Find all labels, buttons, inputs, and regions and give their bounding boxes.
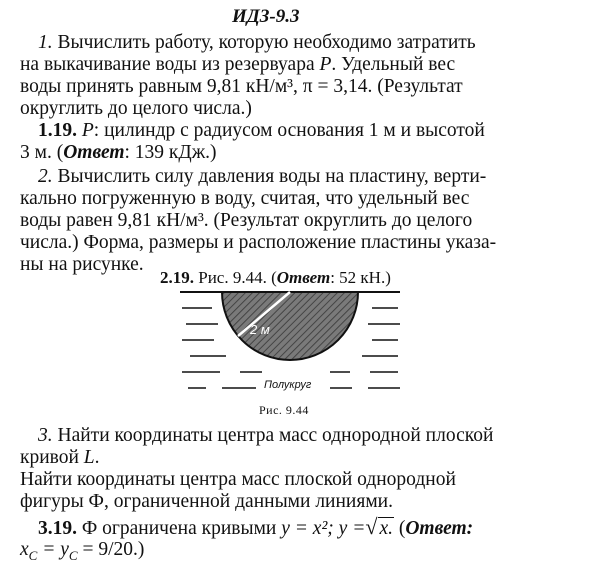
problem3-line3: Найти координаты центра масс плоской однородной xyxy=(20,469,456,490)
problem1-line3: воды принять равным 9,81 кН/м³, π = 3,14. (Результат xyxy=(20,76,463,97)
problem1-answer: 3 м. (Ответ: 139 кДж.) xyxy=(20,142,217,163)
problem3-line2: кривой L. xyxy=(20,447,100,468)
problem3-line4: фигуры Ф, ограниченной данными линиями. xyxy=(20,491,393,512)
problem2-line2: кально погруженную в воду, считая, что удельный вес xyxy=(20,188,470,209)
problem1-variant: 1.19. P: цилиндр с радиусом основания 1 м и высотой xyxy=(38,120,485,141)
problem1-number: 1. xyxy=(38,32,53,53)
problem3-variant: 3.19. Ф ограничена кривыми y = x²; y =√ x. (Ответ: xyxy=(38,514,474,539)
shape-label: Полукруг xyxy=(264,379,312,391)
page-title: ИДЗ-9.3 xyxy=(232,6,300,27)
figure-caption: Рис. 9.44 xyxy=(259,403,309,417)
problem1-line2: на выкачивание воды из резервуара P. Удельный вес xyxy=(20,54,456,75)
problem1-text-1: Вычислить работу, которую необходимо затратить xyxy=(57,32,476,53)
problem2-variant: 2.19. Рис. 9.44. (Ответ: 52 кН.) xyxy=(160,268,391,287)
problem3-answer: $x_C = y_C = 9/20$.) xyxy=(20,539,145,563)
problem2-line5: ны на рисунке. xyxy=(20,254,144,275)
radius-label: 2 м xyxy=(250,322,270,337)
problem2-line4: числа.) Форма, размеры и расположение пластины указа- xyxy=(20,232,497,253)
problem1-line4: округлить до целого числа.) xyxy=(20,98,252,119)
semicircle-plate xyxy=(222,292,358,360)
problem3-line1: 3. Найти координаты центра масс однородной плоской xyxy=(38,425,494,446)
problem2-line3: воды равен 9,81 кН/м³. (Результат округлить до целого xyxy=(20,210,473,231)
problem2-line1: 2. Вычислить силу давления воды на пластину, верти- xyxy=(38,166,487,187)
